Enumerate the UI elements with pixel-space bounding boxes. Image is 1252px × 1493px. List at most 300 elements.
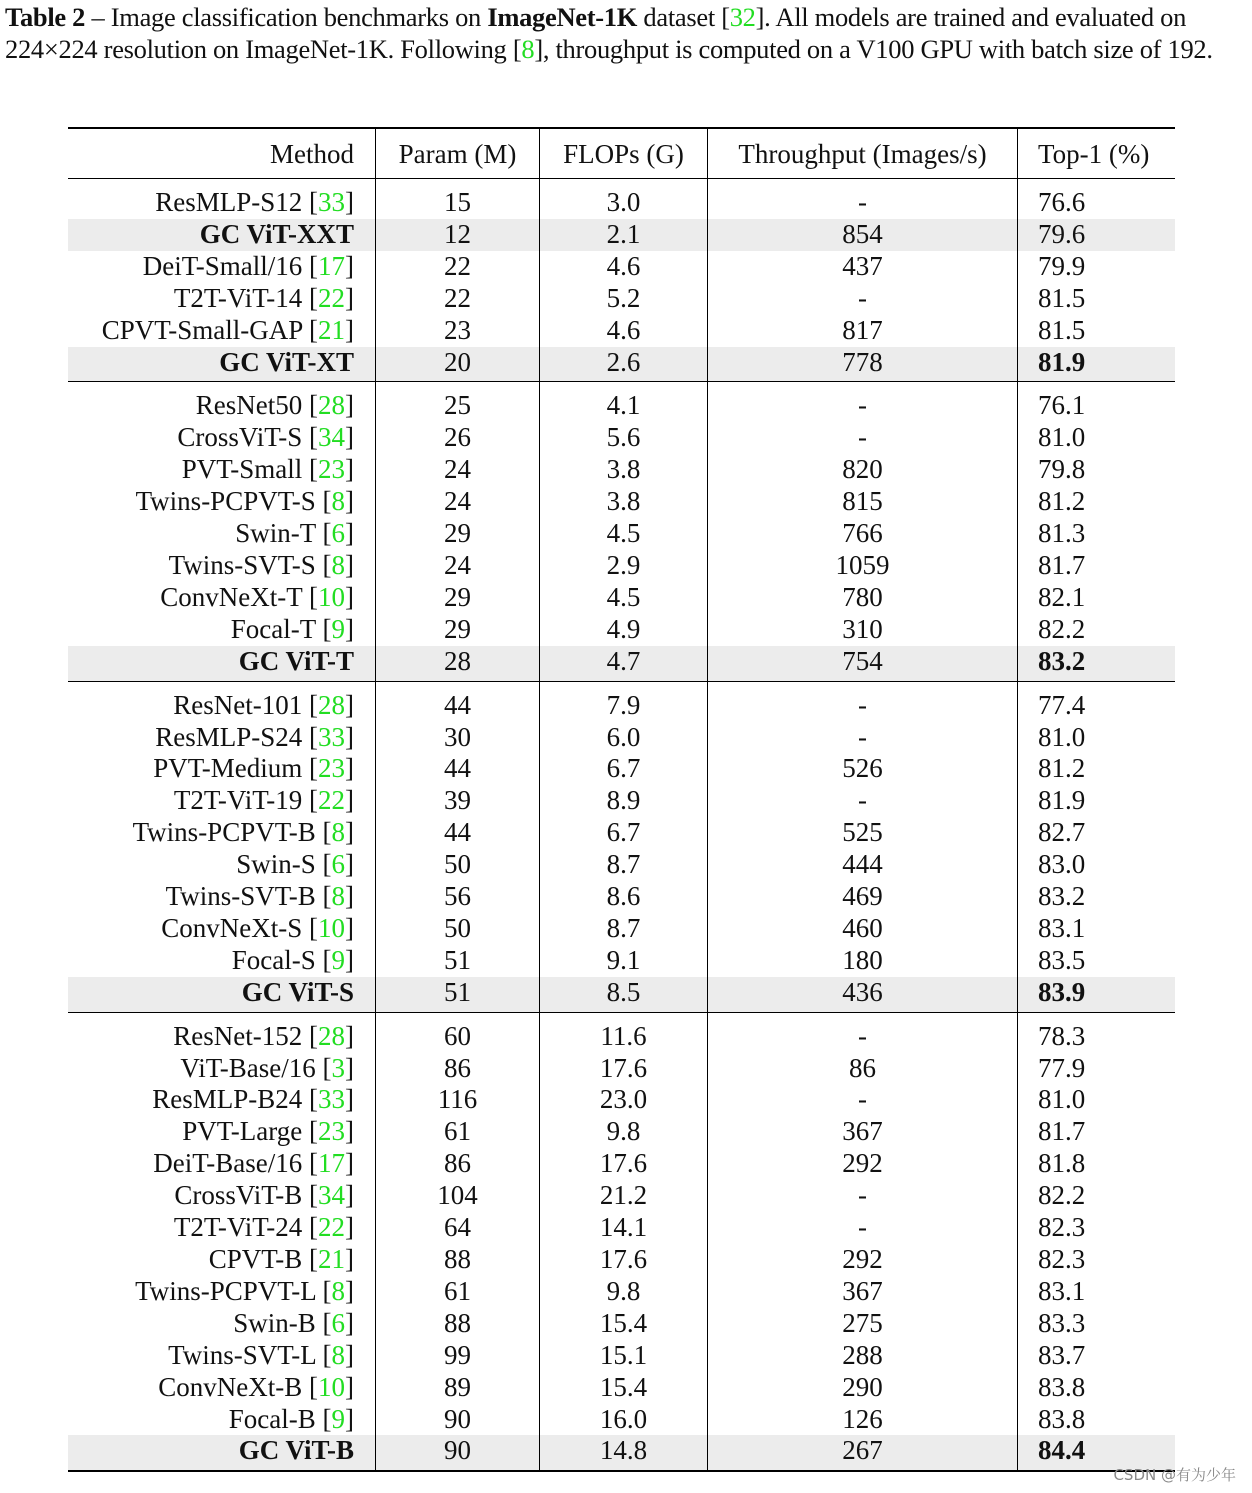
cell-flops: 8.9: [540, 785, 708, 817]
table-row: [68, 1116, 1175, 1148]
citation-link[interactable]: 8: [331, 1339, 345, 1370]
cell-flops: 16.0: [540, 1404, 708, 1436]
cell-param: 90: [376, 1404, 540, 1436]
citation-link[interactable]: 28: [318, 689, 345, 720]
method-name: ConvNeXt-T: [160, 581, 303, 612]
method-name: ConvNeXt-B: [158, 1371, 303, 1402]
method-name: Twins-SVT-L: [168, 1339, 316, 1370]
citation-link[interactable]: 17: [318, 1148, 345, 1179]
cell-param: 22: [376, 283, 540, 315]
cell-throughput: -: [708, 1212, 1018, 1244]
cell-param: 12: [376, 219, 540, 251]
method-name: Twins-PCPVT-B: [132, 817, 316, 848]
cell-flops: 2.9: [540, 550, 708, 582]
citation-link[interactable]: 3: [331, 1052, 345, 1083]
caption-text: – Image classification benchmarks on: [85, 2, 488, 32]
caption-label: Table 2: [5, 2, 86, 32]
cell-method: T2T-ViT-24 [22]: [68, 1212, 376, 1244]
cell-top1: 83.0: [1038, 849, 1086, 880]
cell-flops: 3.8: [540, 486, 708, 518]
method-name: PVT-Small: [181, 454, 303, 485]
table-row: [68, 1012, 1175, 1052]
cell-method: Twins-SVT-B [8]: [68, 881, 376, 913]
cell-throughput: 288: [708, 1340, 1018, 1372]
cell-method: Swin-S [6]: [68, 849, 376, 881]
cell-method: ConvNeXt-T [10]: [68, 582, 376, 614]
method-name: Twins-PCPVT-S: [135, 486, 316, 517]
citation-link[interactable]: 21: [318, 1244, 345, 1274]
cell-flops: 11.6: [540, 1012, 708, 1052]
cell-method: ResMLP-S24 [33]: [68, 722, 376, 754]
cell-param: 25: [376, 382, 540, 422]
table-row: [68, 550, 1175, 582]
cell-method: T2T-ViT-19 [22]: [68, 785, 376, 817]
citation-link[interactable]: 22: [318, 785, 345, 816]
method-name: Swin-B: [233, 1307, 316, 1338]
cell-flops: 14.1: [540, 1212, 708, 1244]
cell-flops: 15.1: [540, 1340, 708, 1372]
header-method: Method: [68, 128, 376, 179]
cell-param: 104: [376, 1180, 540, 1212]
method-name: ResNet50: [195, 390, 303, 421]
cell-top1: 83.1: [1038, 1275, 1086, 1306]
table-row: [68, 913, 1175, 945]
citation-link[interactable]: 33: [318, 1084, 345, 1115]
cell-method: CPVT-B [21]: [68, 1244, 376, 1276]
citation-link[interactable]: 8: [521, 33, 535, 64]
cell-top1: 82.3: [1038, 1212, 1086, 1243]
cell-method: ResNet-152 [28]: [68, 1012, 376, 1052]
method-name: DeiT-Base/16: [153, 1148, 303, 1179]
cell-flops: 17.6: [540, 1148, 708, 1180]
cell-top1: 83.8: [1038, 1371, 1086, 1402]
cell-flops: 17.6: [540, 1053, 708, 1085]
cell-top1: 82.2: [1038, 613, 1086, 644]
cell-top1: 81.7: [1038, 549, 1086, 580]
cell-param: 39: [376, 785, 540, 817]
table-row: [68, 1308, 1175, 1340]
cell-throughput: 444: [708, 849, 1018, 881]
cell-throughput: 1059: [708, 550, 1018, 582]
method-name: GC ViT-XT: [219, 346, 354, 377]
cell-flops: 8.5: [540, 977, 708, 1012]
table-row-ours: [68, 1435, 1175, 1471]
citation-link[interactable]: 10: [318, 1371, 345, 1402]
cell-flops: 3.8: [540, 454, 708, 486]
citation-link[interactable]: 10: [318, 912, 345, 943]
cell-top1: 79.9: [1038, 250, 1086, 281]
cell-throughput: 460: [708, 913, 1018, 945]
cell-throughput: 367: [708, 1116, 1018, 1148]
method-name: Focal-B: [228, 1403, 316, 1434]
citation-link[interactable]: 9: [331, 613, 345, 644]
table-group: [68, 382, 1175, 681]
cell-throughput: 290: [708, 1372, 1018, 1404]
table-row: [68, 422, 1175, 454]
cell-flops: 23.0: [540, 1084, 708, 1116]
cell-method: CrossViT-S [34]: [68, 422, 376, 454]
cell-throughput: 820: [708, 454, 1018, 486]
method-name: CPVT-B: [208, 1244, 303, 1274]
cell-top1: 79.6: [1018, 219, 1176, 251]
method-name: T2T-ViT-24: [173, 1212, 303, 1243]
cell-method: T2T-ViT-14 [22]: [68, 283, 376, 315]
cell-top1: 82.7: [1038, 817, 1086, 848]
caption-text: ], throughput is computed on a V100 GPU with batch size of 192.: [534, 33, 1213, 64]
table-row: [68, 1053, 1175, 1085]
cell-throughput: -: [708, 283, 1018, 315]
cell-param: 50: [376, 913, 540, 945]
cell-top1: 81.2: [1038, 753, 1086, 784]
cell-param: 20: [376, 347, 540, 382]
citation-link[interactable]: 23: [318, 753, 345, 784]
cell-method: PVT-Large [23]: [68, 1116, 376, 1148]
cell-flops: 9.1: [540, 945, 708, 977]
cell-top1: 84.4: [1018, 1435, 1176, 1471]
method-name: GC ViT-S: [241, 976, 354, 1007]
header-throughput: Throughput (Images/s): [708, 128, 1018, 179]
cell-top1: 83.2: [1038, 881, 1086, 912]
cell-method: DeiT-Small/16 [17]: [68, 251, 376, 283]
cell-flops: 2.1: [540, 219, 708, 251]
cell-param: 89: [376, 1372, 540, 1404]
citation-link[interactable]: 34: [318, 1180, 345, 1211]
cell-param: 30: [376, 722, 540, 754]
cell-throughput: 267: [708, 1435, 1018, 1471]
table-row: [68, 1244, 1175, 1276]
cell-method: ConvNeXt-S [10]: [68, 913, 376, 945]
cell-param: 88: [376, 1308, 540, 1340]
method-name: DeiT-Small/16: [142, 250, 303, 281]
cell-top1: 78.3: [1038, 1020, 1086, 1051]
cell-top1: 77.4: [1038, 689, 1086, 720]
table-row: [68, 1276, 1175, 1308]
cell-top1: 83.5: [1038, 944, 1086, 975]
cell-throughput: -: [708, 681, 1018, 721]
table-row: [68, 251, 1175, 283]
citation-link[interactable]: 32: [729, 2, 756, 32]
cell-throughput: 292: [708, 1244, 1018, 1276]
cell-param: 51: [376, 945, 540, 977]
cell-throughput: -: [708, 1180, 1018, 1212]
cell-flops: 8.7: [540, 849, 708, 881]
cell-throughput: 766: [708, 518, 1018, 550]
cell-param: 116: [376, 1084, 540, 1116]
cell-throughput: 780: [708, 582, 1018, 614]
citation-link[interactable]: 17: [318, 250, 345, 281]
table-row: [68, 1372, 1175, 1404]
cell-top1: 81.8: [1038, 1148, 1086, 1179]
table-row: [68, 817, 1175, 849]
method-name: Focal-S: [231, 944, 316, 975]
citation-link[interactable]: 9: [331, 1403, 345, 1434]
cell-param: 44: [376, 753, 540, 785]
cell-flops: 8.6: [540, 881, 708, 913]
method-name: T2T-ViT-14: [173, 282, 309, 313]
cell-throughput: 469: [708, 881, 1018, 913]
method-name: Twins-SVT-B: [165, 881, 316, 912]
table-row: [68, 179, 1175, 219]
cell-param: 86: [376, 1053, 540, 1085]
cell-flops: 8.7: [540, 913, 708, 945]
citation-link[interactable]: 23: [318, 454, 345, 485]
citation-link[interactable]: 8: [331, 549, 345, 580]
cell-method: Swin-T [6]: [68, 518, 376, 550]
cell-top1: 83.7: [1038, 1339, 1086, 1370]
cell-flops: 4.5: [540, 518, 708, 550]
cell-top1: 76.6: [1038, 187, 1086, 217]
cell-param: 24: [376, 486, 540, 518]
citation-link[interactable]: 8: [331, 486, 345, 517]
citation-link[interactable]: 8: [331, 881, 345, 912]
method-name: Swin-S: [236, 849, 316, 880]
cell-top1: 81.7: [1038, 1116, 1086, 1147]
method-name: ConvNeXt-S: [161, 912, 303, 943]
cell-throughput: 526: [708, 753, 1018, 785]
method-name: Twins-SVT-S: [168, 549, 316, 580]
cell-throughput: -: [708, 1084, 1018, 1116]
cell-method: PVT-Medium [23]: [68, 753, 376, 785]
method-name: Swin-T: [235, 518, 316, 549]
cell-flops: 4.5: [540, 582, 708, 614]
cell-throughput: 86: [708, 1053, 1018, 1085]
cell-param: 99: [376, 1340, 540, 1372]
cell-top1: 82.1: [1038, 581, 1086, 612]
cell-top1: 81.0: [1038, 721, 1086, 752]
cell-top1: 81.9: [1038, 785, 1086, 816]
cell-flops: 5.2: [540, 283, 708, 315]
cell-flops: 9.8: [540, 1276, 708, 1308]
citation-link[interactable]: 34: [318, 422, 345, 453]
benchmark-table: [68, 127, 1175, 1472]
method-name: ResNet-101: [173, 689, 303, 720]
method-name: ResMLP-B24: [152, 1084, 303, 1115]
method-name: CrossViT-S: [177, 422, 309, 453]
table-row: [68, 518, 1175, 550]
cell-param: 51: [376, 977, 540, 1012]
cell-flops: 4.1: [540, 382, 708, 422]
cell-method: ResNet-101 [28]: [68, 681, 376, 721]
cell-top1: 83.9: [1018, 977, 1176, 1012]
citation-link[interactable]: 8: [331, 817, 345, 848]
cell-method: ResMLP-B24 [33]: [68, 1084, 376, 1116]
cell-param: 86: [376, 1148, 540, 1180]
cell-top1: 83.2: [1018, 646, 1176, 681]
table-row: [68, 1180, 1175, 1212]
cell-method: ConvNeXt-B [10]: [68, 1372, 376, 1404]
cell-param: 24: [376, 454, 540, 486]
table-row: [68, 785, 1175, 817]
cell-throughput: 817: [708, 315, 1018, 347]
cell-method: Twins-PCPVT-B [8]: [68, 817, 376, 849]
table-row-ours: [68, 646, 1175, 681]
cell-param: 15: [376, 179, 540, 219]
cell-method: ResNet50 [28]: [68, 382, 376, 422]
cell-param: 50: [376, 849, 540, 881]
cell-top1: 81.5: [1038, 282, 1086, 313]
cell-throughput: 754: [708, 646, 1018, 681]
method-name: GC ViT-B: [238, 1435, 354, 1466]
cell-param: 29: [376, 614, 540, 646]
table-row: [68, 486, 1175, 518]
method-name: T2T-ViT-19: [173, 785, 303, 816]
cell-throughput: 275: [708, 1308, 1018, 1340]
table-row-ours: [68, 219, 1175, 251]
cell-method: [68, 347, 376, 382]
cell-top1: 81.5: [1038, 314, 1086, 345]
cell-method: CPVT-Small-GAP [21]: [68, 315, 376, 347]
cell-method: PVT-Small [23]: [68, 454, 376, 486]
cell-throughput: 126: [708, 1404, 1018, 1436]
citation-link[interactable]: 23: [318, 1116, 345, 1147]
cell-param: 90: [376, 1435, 540, 1471]
cell-throughput: -: [708, 179, 1018, 219]
cell-top1: 81.2: [1038, 486, 1086, 517]
table-row: [68, 849, 1175, 881]
citation-link[interactable]: 6: [331, 1307, 345, 1338]
cell-method: Twins-SVT-L [8]: [68, 1340, 376, 1372]
table-row: [68, 881, 1175, 913]
cell-method: Twins-PCPVT-S [8]: [68, 486, 376, 518]
table-row: [68, 315, 1175, 347]
cell-throughput: 778: [708, 347, 1018, 382]
cell-throughput: 815: [708, 486, 1018, 518]
cell-param: 29: [376, 518, 540, 550]
citation-link[interactable]: 22: [318, 282, 345, 313]
cell-method: CrossViT-B [34]: [68, 1180, 376, 1212]
table-row: [68, 722, 1175, 754]
citation-link[interactable]: 33: [318, 721, 345, 752]
table-row: [68, 1148, 1175, 1180]
method-name: CrossViT-B: [174, 1180, 309, 1211]
citation-link[interactable]: 6: [331, 518, 345, 549]
cell-method: ResMLP-S12 [33]: [68, 179, 376, 219]
table-row: [68, 1404, 1175, 1436]
cell-method: [68, 977, 376, 1012]
cell-throughput: 436: [708, 977, 1018, 1012]
method-name: GC ViT-XXT: [199, 218, 354, 249]
cell-throughput: -: [708, 785, 1018, 817]
header-flops: FLOPs (G): [540, 128, 708, 179]
cell-method: Twins-PCPVT-L [8]: [68, 1276, 376, 1308]
method-name: Focal-T: [230, 613, 316, 644]
cell-param: 88: [376, 1244, 540, 1276]
table-row: [68, 753, 1175, 785]
table-row-ours: [68, 347, 1175, 382]
cell-method: Twins-SVT-S [8]: [68, 550, 376, 582]
cell-param: 26: [376, 422, 540, 454]
table-group: [68, 681, 1175, 1012]
table-row: [68, 582, 1175, 614]
cell-param: 44: [376, 681, 540, 721]
cell-throughput: 180: [708, 945, 1018, 977]
cell-flops: 4.6: [540, 251, 708, 283]
cell-top1: 81.0: [1038, 422, 1086, 453]
cell-throughput: -: [708, 1012, 1018, 1052]
citation-link[interactable]: 6: [331, 849, 345, 880]
table-group: [68, 1012, 1175, 1471]
watermark: CSDN @有为少年: [1113, 1466, 1236, 1484]
cell-method: [68, 646, 376, 681]
cell-flops: 3.0: [540, 179, 708, 219]
cell-param: 28: [376, 646, 540, 681]
cell-flops: 6.7: [540, 817, 708, 849]
cell-top1: 83.1: [1038, 912, 1086, 943]
cell-param: 44: [376, 817, 540, 849]
table-caption: [5, 2, 1250, 65]
cell-param: 56: [376, 881, 540, 913]
method-name: CPVT-Small-GAP: [101, 314, 303, 345]
cell-throughput: -: [708, 382, 1018, 422]
citation-link[interactable]: 28: [318, 390, 345, 421]
cell-flops: 5.6: [540, 422, 708, 454]
cell-throughput: 310: [708, 614, 1018, 646]
table-row: [68, 1084, 1175, 1116]
cell-param: 64: [376, 1212, 540, 1244]
citation-link[interactable]: 28: [318, 1020, 345, 1051]
method-name: ResMLP-S12: [155, 187, 303, 217]
citation-link[interactable]: 10: [318, 581, 345, 612]
citation-link[interactable]: 22: [318, 1212, 345, 1243]
cell-top1: 81.9: [1018, 347, 1176, 382]
cell-flops: 2.6: [540, 347, 708, 382]
cell-param: 61: [376, 1116, 540, 1148]
cell-method: DeiT-Base/16 [17]: [68, 1148, 376, 1180]
cell-throughput: 367: [708, 1276, 1018, 1308]
table-group: [68, 179, 1175, 382]
cell-param: 22: [376, 251, 540, 283]
method-name: GC ViT-T: [238, 645, 354, 676]
method-name: Twins-PCPVT-L: [135, 1275, 316, 1306]
cell-throughput: -: [708, 422, 1018, 454]
citation-link[interactable]: 9: [331, 944, 345, 975]
cell-top1: 79.8: [1038, 454, 1086, 485]
cell-flops: 7.9: [540, 681, 708, 721]
cell-flops: 17.6: [540, 1244, 708, 1276]
cell-throughput: 525: [708, 817, 1018, 849]
caption-text: dataset [: [637, 2, 730, 32]
cell-flops: 6.0: [540, 722, 708, 754]
cell-throughput: 292: [708, 1148, 1018, 1180]
cell-flops: 4.6: [540, 315, 708, 347]
cell-method: Focal-S [9]: [68, 945, 376, 977]
cell-flops: 15.4: [540, 1372, 708, 1404]
cell-method: Focal-B [9]: [68, 1404, 376, 1436]
method-name: ResNet-152: [173, 1020, 303, 1051]
cell-flops: 4.7: [540, 646, 708, 681]
citation-link[interactable]: 21: [318, 314, 345, 345]
cell-flops: 9.8: [540, 1116, 708, 1148]
citation-link[interactable]: 33: [318, 187, 345, 217]
cell-top1: 76.1: [1038, 390, 1086, 421]
citation-link[interactable]: 8: [331, 1275, 345, 1306]
method-name: PVT-Large: [182, 1116, 303, 1147]
cell-throughput: 854: [708, 219, 1018, 251]
cell-param: 24: [376, 550, 540, 582]
table-row: [68, 1212, 1175, 1244]
header-param: Param (M): [376, 128, 540, 179]
table-row: [68, 382, 1175, 422]
table-row: [68, 283, 1175, 315]
cell-flops: 15.4: [540, 1308, 708, 1340]
cell-param: 60: [376, 1012, 540, 1052]
cell-param: 61: [376, 1276, 540, 1308]
cell-top1: 83.8: [1038, 1403, 1086, 1434]
cell-param: 23: [376, 315, 540, 347]
caption-dataset: ImageNet-1K: [487, 2, 638, 32]
cell-method: [68, 1435, 376, 1471]
table-row: [68, 945, 1175, 977]
